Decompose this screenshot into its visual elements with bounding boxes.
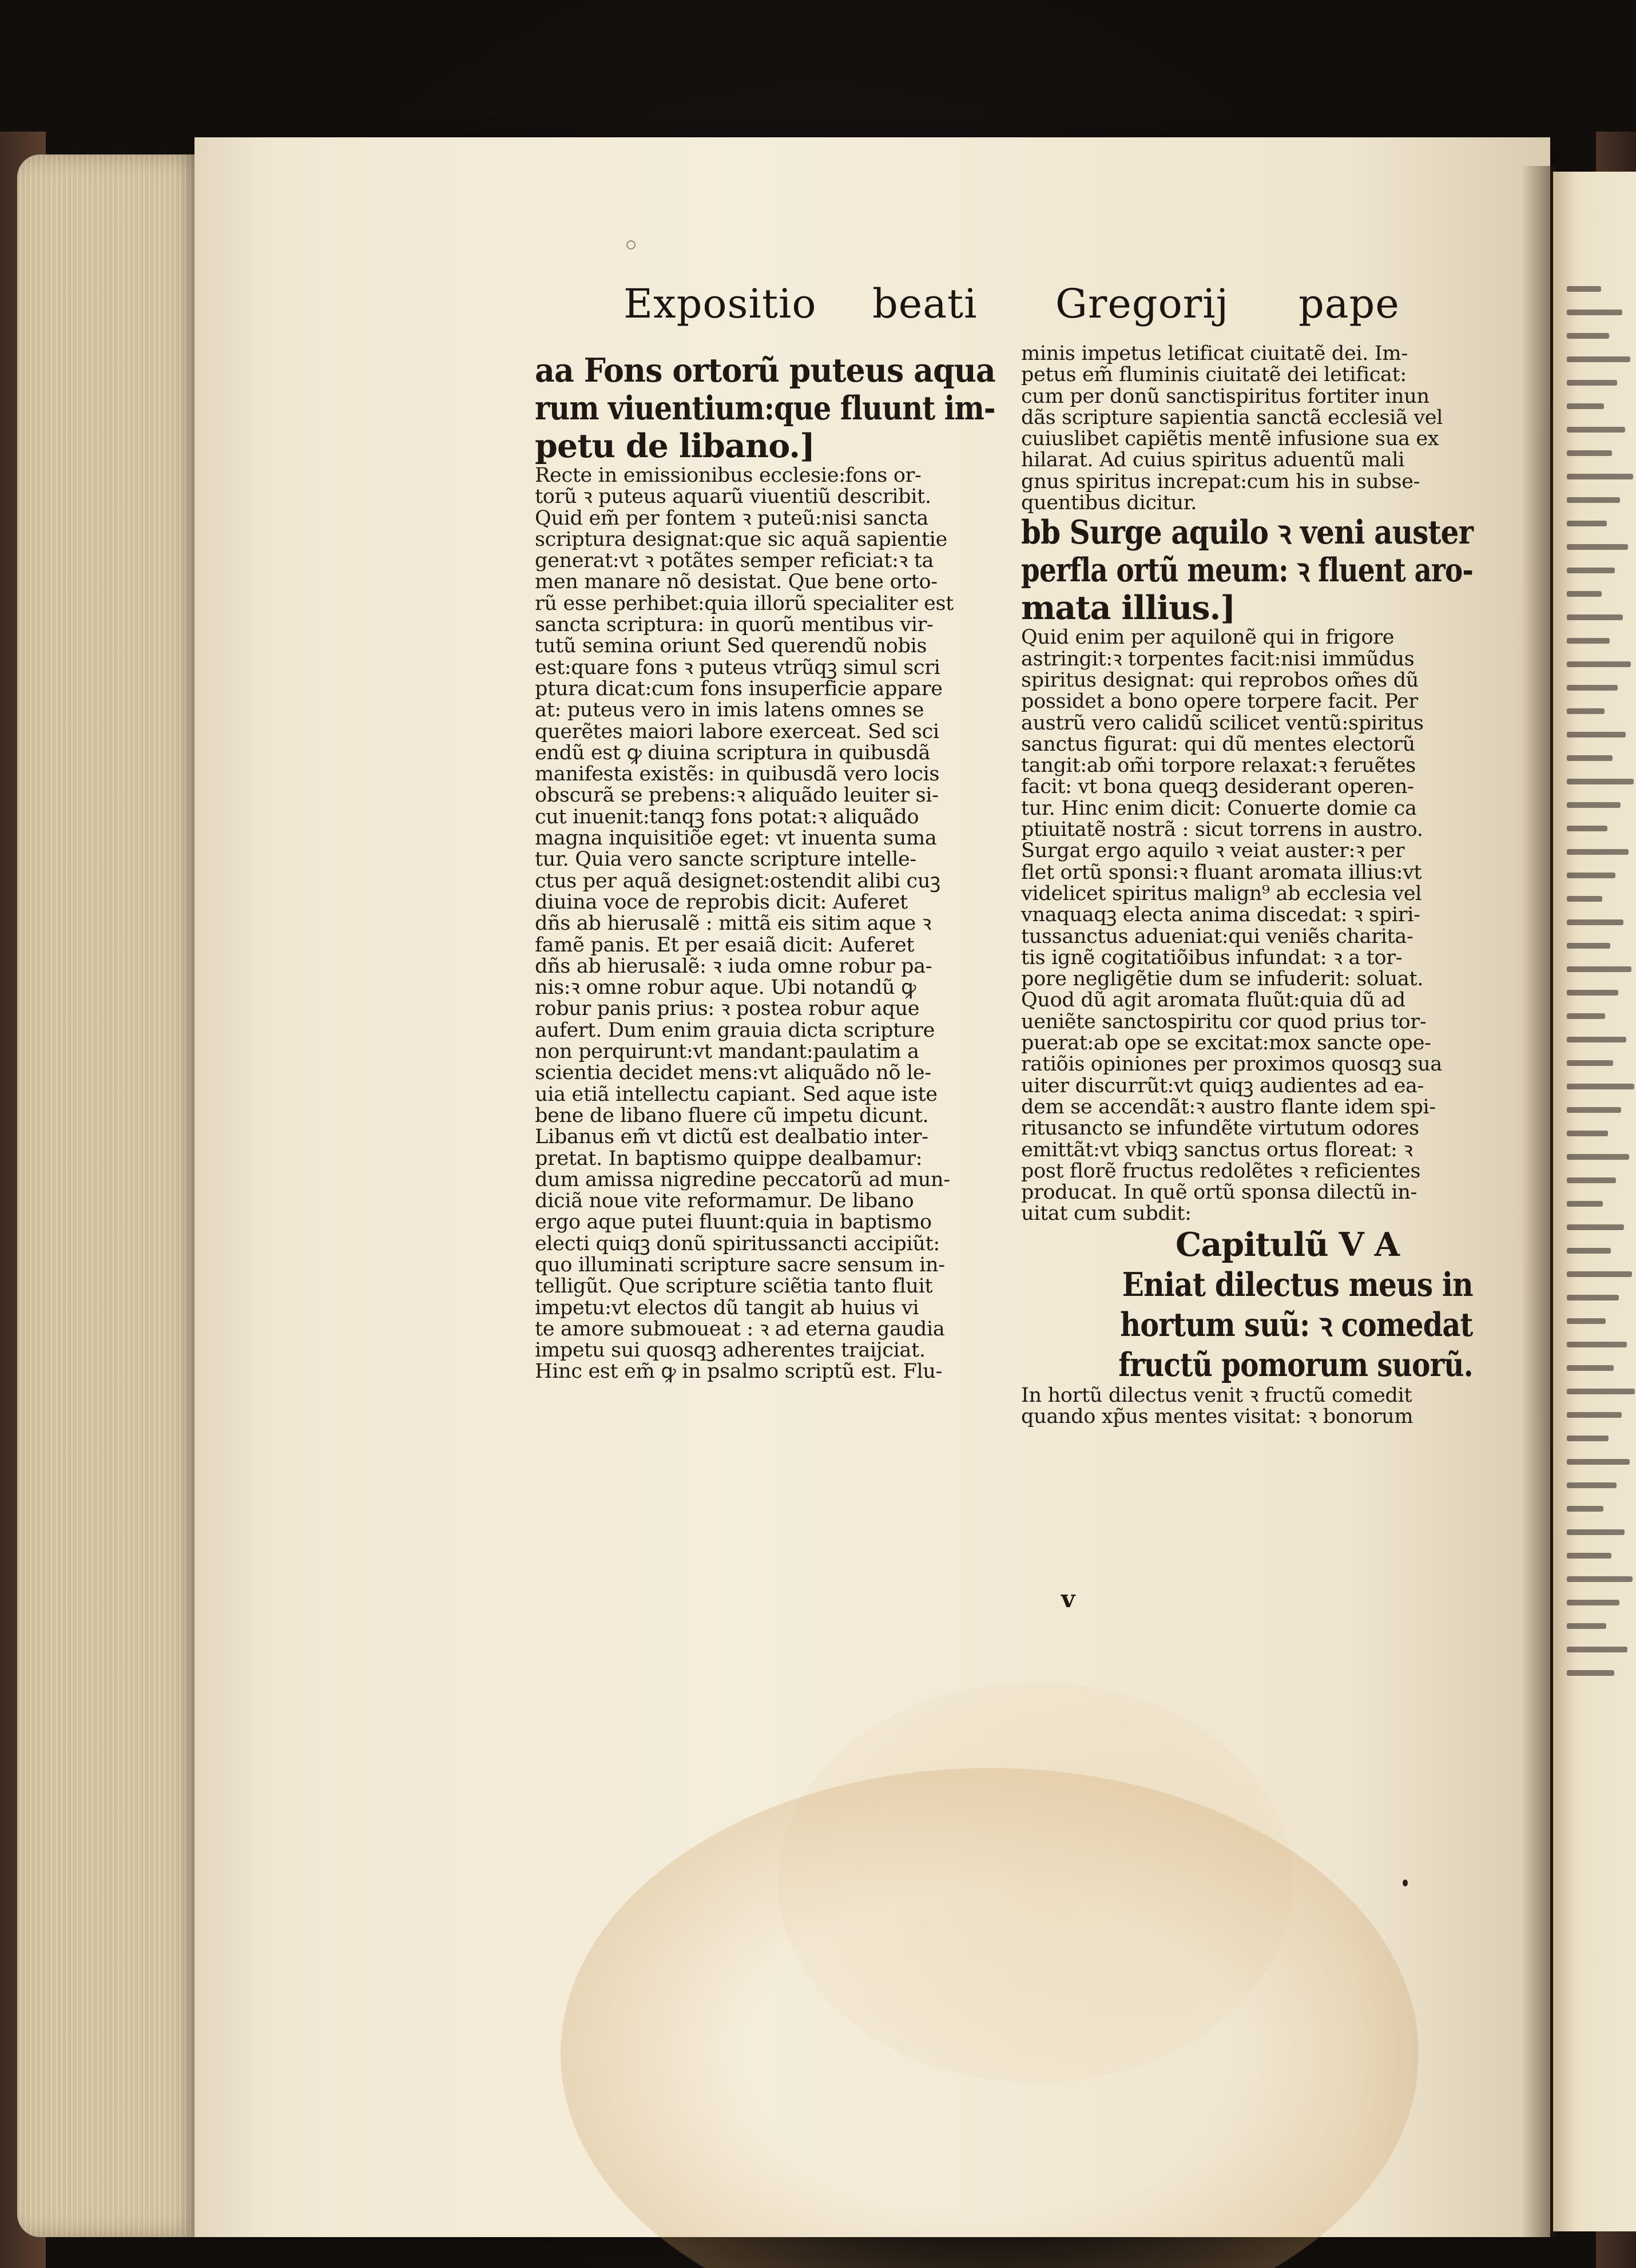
text-line: ueniẽte sanctospiritu cor quod prius tor- — [1021, 1010, 1427, 1033]
facing-page-line — [1567, 1084, 1634, 1089]
facing-page-line — [1567, 403, 1604, 409]
facing-page-line — [1567, 943, 1610, 949]
facing-page-line — [1567, 380, 1617, 386]
text-line: sancta scriptura: in quorũ mentibus vir- — [535, 613, 934, 637]
text-line: scientia decidet mens:vt aliquãdo nõ le- — [535, 1061, 931, 1085]
header-word: pape — [1299, 280, 1400, 327]
text-line: quando xp̃us mentes visitat: ꝛ bonorum — [1021, 1405, 1413, 1428]
text-line: vnaquaqꝫ electa anima discedat: ꝛ spiri- — [1021, 903, 1420, 927]
text-line: Libanus em̃ vt dictũ est dealbatio inter- — [535, 1125, 928, 1149]
facing-page-line — [1567, 638, 1610, 644]
text-line: videlicet spiritus malign⁹ ab ecclesia vel — [1021, 882, 1422, 905]
heading-line: rum viuentium:que fluunt im- — [535, 389, 995, 427]
facing-page-line — [1567, 826, 1607, 831]
text-line: astringit:ꝛ torpentes facit:nisi immũdus — [1021, 647, 1415, 671]
facing-page-line — [1567, 1271, 1632, 1277]
text-line: emittãt:vt vbiqꝫ sanctus ortus floreat: ꝛ — [1021, 1138, 1413, 1161]
text-line: dñs ab hierusalẽ: ꝛ iuda omne robur pa- — [535, 954, 932, 978]
header-word: Gregorij — [1055, 280, 1229, 327]
text-line: generat:vt ꝛ potãtes semper reficiat:ꝛ ta — [535, 549, 934, 573]
text-line: rũ esse perhibet:quia illorũ specialiter est — [535, 592, 954, 615]
text-line: cuiuslibet capiẽtis mentẽ infusione sua ex — [1021, 427, 1439, 451]
facing-page-line — [1567, 966, 1631, 972]
text-line: at: puteus vero in imis latens omnes se — [535, 699, 924, 722]
text-line: minis impetus letificat ciuitatẽ dei. Im- — [1021, 342, 1408, 365]
facing-page-line — [1567, 779, 1634, 784]
header-word: beati — [872, 280, 978, 327]
heading-line: aa Fons ortorũ puteus aqua — [535, 351, 995, 390]
text-line: dñs ab hierusalẽ : mittã eis sitim aque ꝛ — [535, 912, 932, 935]
facing-page-line — [1567, 755, 1613, 761]
text-line: facit: vt bona queqꝫ desiderant operen- — [1021, 775, 1414, 799]
facing-page-line — [1567, 614, 1623, 620]
text-line: Surgat ergo aquilo ꝛ veiat auster:ꝛ per — [1021, 839, 1405, 863]
facing-page-line — [1567, 427, 1625, 433]
text-line: pore negligẽtie dum se infuderit: soluat. — [1021, 968, 1424, 991]
folio-dot — [1403, 1880, 1408, 1886]
heading-line: hortum suũ: ꝛ comedat — [1120, 1305, 1473, 1344]
facing-page-line — [1567, 286, 1601, 292]
text-line: uitat cum subdit: — [1021, 1202, 1192, 1226]
facing-page-line — [1567, 1154, 1629, 1160]
text-line: cum per donũ sanctispiritus fortiter inun — [1021, 384, 1429, 408]
text-line: telligũt. Que scripture sciẽtia tanto fluit — [535, 1275, 933, 1298]
text-line: impetu:vt electos dũ tangit ab huius vi — [535, 1296, 919, 1319]
facing-page-line — [1567, 1600, 1619, 1605]
facing-page-line — [1567, 919, 1623, 925]
facing-page-line — [1567, 1670, 1614, 1676]
text-line: te amore submoueat : ꝛ ad eterna gaudia — [535, 1317, 945, 1341]
heading-line: bb Surge aquilo ꝛ veni auster — [1021, 513, 1474, 552]
text-line: dum amissa nigredine peccatorũ ad mun- — [535, 1168, 950, 1191]
heading-line: Eniat dilectus meus in — [1122, 1265, 1473, 1304]
facing-page-line — [1567, 1037, 1626, 1042]
text-line: petus em̃ fluminis ciuitatẽ dei letificat: — [1021, 363, 1407, 387]
text-line: diuina voce de reprobis dicit: Auferet — [535, 890, 908, 914]
facing-page-line — [1567, 1131, 1608, 1136]
text-line: sanctus figurat: qui dũ mentes electorũ — [1021, 732, 1415, 756]
facing-page-line — [1567, 1248, 1611, 1254]
facing-page-line — [1567, 1647, 1627, 1652]
heading-line: petu de libano.] — [535, 427, 815, 465]
facing-page-line — [1567, 1529, 1625, 1535]
text-line: producat. In quẽ ortũ sponsa dilectũ in- — [1021, 1181, 1417, 1204]
text-line: uia etiã intellectu capiant. Sed aque iste — [535, 1083, 938, 1106]
gutter-shadow — [1522, 166, 1556, 2237]
facing-page-line — [1567, 1459, 1630, 1465]
facing-page-line — [1567, 1506, 1603, 1512]
facing-page-line — [1567, 521, 1607, 526]
heading-line: Capitulũ V A — [1176, 1225, 1399, 1264]
text-line: Hinc est em̃ ꝙ in psalmo scriptũ est. Flu- — [535, 1360, 943, 1383]
text-line: cut inuenit:tanqꝫ fons potat:ꝛ aliquãdo — [535, 805, 919, 828]
text-line: robur panis prius: ꝛ postea robur aque — [535, 997, 920, 1021]
facing-page-line — [1567, 896, 1602, 902]
facing-page-line — [1567, 310, 1622, 315]
facing-page-line — [1567, 1295, 1619, 1300]
text-line: flet ortũ sponsi:ꝛ fluant aromata illius:vt — [1021, 861, 1422, 884]
facing-page-line — [1567, 591, 1602, 597]
facing-page-line — [1567, 1623, 1606, 1629]
text-line: ratiõis opiniones per proximos quosqꝫ sua — [1021, 1053, 1442, 1076]
text-line: obscurã se prebens:ꝛ aliquãdo leuiter si- — [535, 784, 939, 807]
text-line: ritusancto se infundẽte virtutum odores — [1021, 1117, 1419, 1140]
capitulum-marker: v — [1061, 1585, 1075, 1613]
text-line: diciã noue vite reformamur. De libano — [535, 1189, 914, 1213]
text-line: spiritus designat: qui reprobos om̃es dũ — [1021, 668, 1419, 692]
heading-line: perfla ortũ meum: ꝛ fluent aro- — [1021, 551, 1474, 590]
text-line: nis:ꝛ omne robur aque. Ubi notandũ ꝙ — [535, 976, 916, 1000]
text-line: post florẽ fructus redolẽtes ꝛ reficientes — [1021, 1159, 1421, 1183]
page-edges-left — [17, 154, 206, 2237]
facing-page-line — [1567, 1482, 1617, 1488]
text-line: tur. Quia vero sancte scripture intelle- — [535, 848, 916, 871]
text-line: querẽtes maiori labore exerceat. Sed sci — [535, 720, 939, 743]
facing-page-line — [1567, 1342, 1627, 1347]
facing-page-line — [1567, 356, 1630, 362]
text-line: tis ignẽ cogitatiõibus infundat: ꝛ a tor- — [1021, 946, 1403, 969]
facing-page-line — [1567, 661, 1631, 667]
facing-page-line — [1567, 1412, 1622, 1418]
facing-page-line — [1567, 1389, 1635, 1394]
text-line: electi quiqꝫ donũ spiritussancti accipiũt: — [535, 1232, 940, 1255]
text-line: puerat:ab ope se excitat:mox sancte ope- — [1021, 1032, 1431, 1055]
text-line: Quid em̃ per fontem ꝛ puteũ:nisi sancta — [535, 506, 928, 530]
running-header — [624, 280, 1400, 332]
text-line: ergo aque putei fluunt:quia in baptismo — [535, 1211, 932, 1234]
text-line: uiter discurrũt:vt quiqꝫ audientes ad ea- — [1021, 1074, 1424, 1097]
text-line: tussanctus adueniat:qui veniẽs charita- — [1021, 925, 1413, 948]
text-line: famẽ panis. Et per esaiã dicit: Auferet — [535, 933, 915, 957]
text-line: dãs scripture sapientia sanctã ecclesiã vel — [1021, 406, 1443, 429]
text-column-left — [535, 352, 995, 1383]
facing-page-line — [1567, 1436, 1609, 1441]
foxing-spot — [626, 240, 636, 249]
text-line: Recte in emissionibus ecclesie:fons or- — [535, 464, 922, 487]
text-line: tangit:ab om̃i torpore relaxat:ꝛ feruẽtes — [1021, 754, 1416, 778]
facing-page-line — [1567, 1224, 1624, 1230]
facing-page-line — [1567, 990, 1618, 996]
text-line: magna inquisitiõe eget: vt inuenta suma — [535, 827, 937, 850]
facing-page-line — [1567, 1013, 1605, 1019]
text-line: tutũ semina oriunt Sed querendũ nobis — [535, 635, 927, 658]
facing-page-line — [1567, 1576, 1633, 1582]
facing-page-line — [1567, 873, 1615, 878]
water-stain — [778, 1682, 1293, 2083]
text-line: austrũ vero calidũ scilicet ventũ:spiritus — [1021, 711, 1424, 735]
facing-page-line — [1567, 1107, 1621, 1113]
header-word: Expositio — [624, 280, 817, 327]
text-line: manifesta existẽs: in quibusdã vero locis — [535, 763, 940, 786]
facing-page-line — [1567, 1177, 1616, 1183]
facing-page-line — [1567, 568, 1615, 573]
text-line: gnus spiritus increpat:cum his in subse- — [1021, 470, 1420, 493]
facing-page-line — [1567, 1553, 1611, 1559]
text-line: scriptura designat:que sic aquã sapientie — [535, 528, 947, 551]
facing-page-line — [1567, 802, 1621, 808]
text-line: pretat. In baptismo quippe dealbamur: — [535, 1147, 923, 1170]
facing-page-line — [1567, 708, 1605, 714]
facing-page-line — [1567, 1201, 1603, 1207]
facing-page-line — [1567, 685, 1618, 691]
text-line: torũ ꝛ puteus aquarũ viuentiũ describit. — [535, 485, 931, 509]
facing-page-line — [1567, 450, 1612, 456]
text-line: impetu sui quosqꝫ adherentes traijciat. — [535, 1339, 926, 1362]
text-line: aufert. Dum enim grauia dicta scripture — [535, 1018, 935, 1042]
facing-page-line — [1567, 1365, 1614, 1371]
text-line: possidet a bono opere torpere facit. Per — [1021, 690, 1418, 713]
facing-page-line — [1567, 732, 1626, 738]
text-line: ptiuitatẽ nostrã : sicut torrens in austro. — [1021, 818, 1423, 842]
text-line: quentibus dicitur. — [1021, 491, 1197, 515]
facing-page-line — [1567, 1060, 1613, 1066]
text-column-right — [1021, 343, 1473, 1428]
facing-page-line — [1567, 474, 1633, 479]
facing-page-line — [1567, 544, 1628, 550]
facing-page-line — [1567, 1318, 1606, 1324]
text-line: non perquirunt:vt mandant:paulatim a — [535, 1040, 919, 1064]
text-line: Quod dũ agit aromata fluũt:quia dũ ad — [1021, 989, 1405, 1012]
text-line: men manare nõ desistat. Que bene orto- — [535, 570, 938, 594]
text-line: dem se accendãt:ꝛ austro flante idem spi- — [1021, 1095, 1436, 1119]
text-line: bene de libano fluere cũ impetu dicunt. — [535, 1104, 929, 1127]
text-line: tur. Hinc enim dicit: Conuerte domie ca — [1021, 796, 1417, 820]
text-line: ctus per aquã designet:ostendit alibi cuꝫ — [535, 869, 940, 893]
text-line: Quid enim per aquilonẽ qui in frigore — [1021, 626, 1395, 649]
text-line: ptura dicat:cum fons insuperficie appare — [535, 677, 943, 700]
text-line: In hortũ dilectus venit ꝛ fructũ comedit — [1021, 1383, 1412, 1407]
text-line: hilarat. Ad cuius spiritus aduentũ mali — [1021, 449, 1405, 472]
facing-page-line — [1567, 333, 1609, 339]
text-line: quo illuminati scripture sacre sensum in- — [535, 1253, 945, 1276]
text-line: endũ est ꝙ diuina scriptura in quibusdã — [535, 741, 931, 764]
facing-page-line — [1567, 497, 1620, 503]
facing-page-edge — [1553, 172, 1636, 2231]
facing-page-line — [1567, 849, 1629, 855]
text-line: est:quare fons ꝛ puteus vtrũqꝫ simul scri — [535, 656, 940, 679]
heading-line: mata illius.] — [1021, 589, 1236, 628]
heading-line: fructũ pomorum suorũ. — [1118, 1345, 1473, 1384]
